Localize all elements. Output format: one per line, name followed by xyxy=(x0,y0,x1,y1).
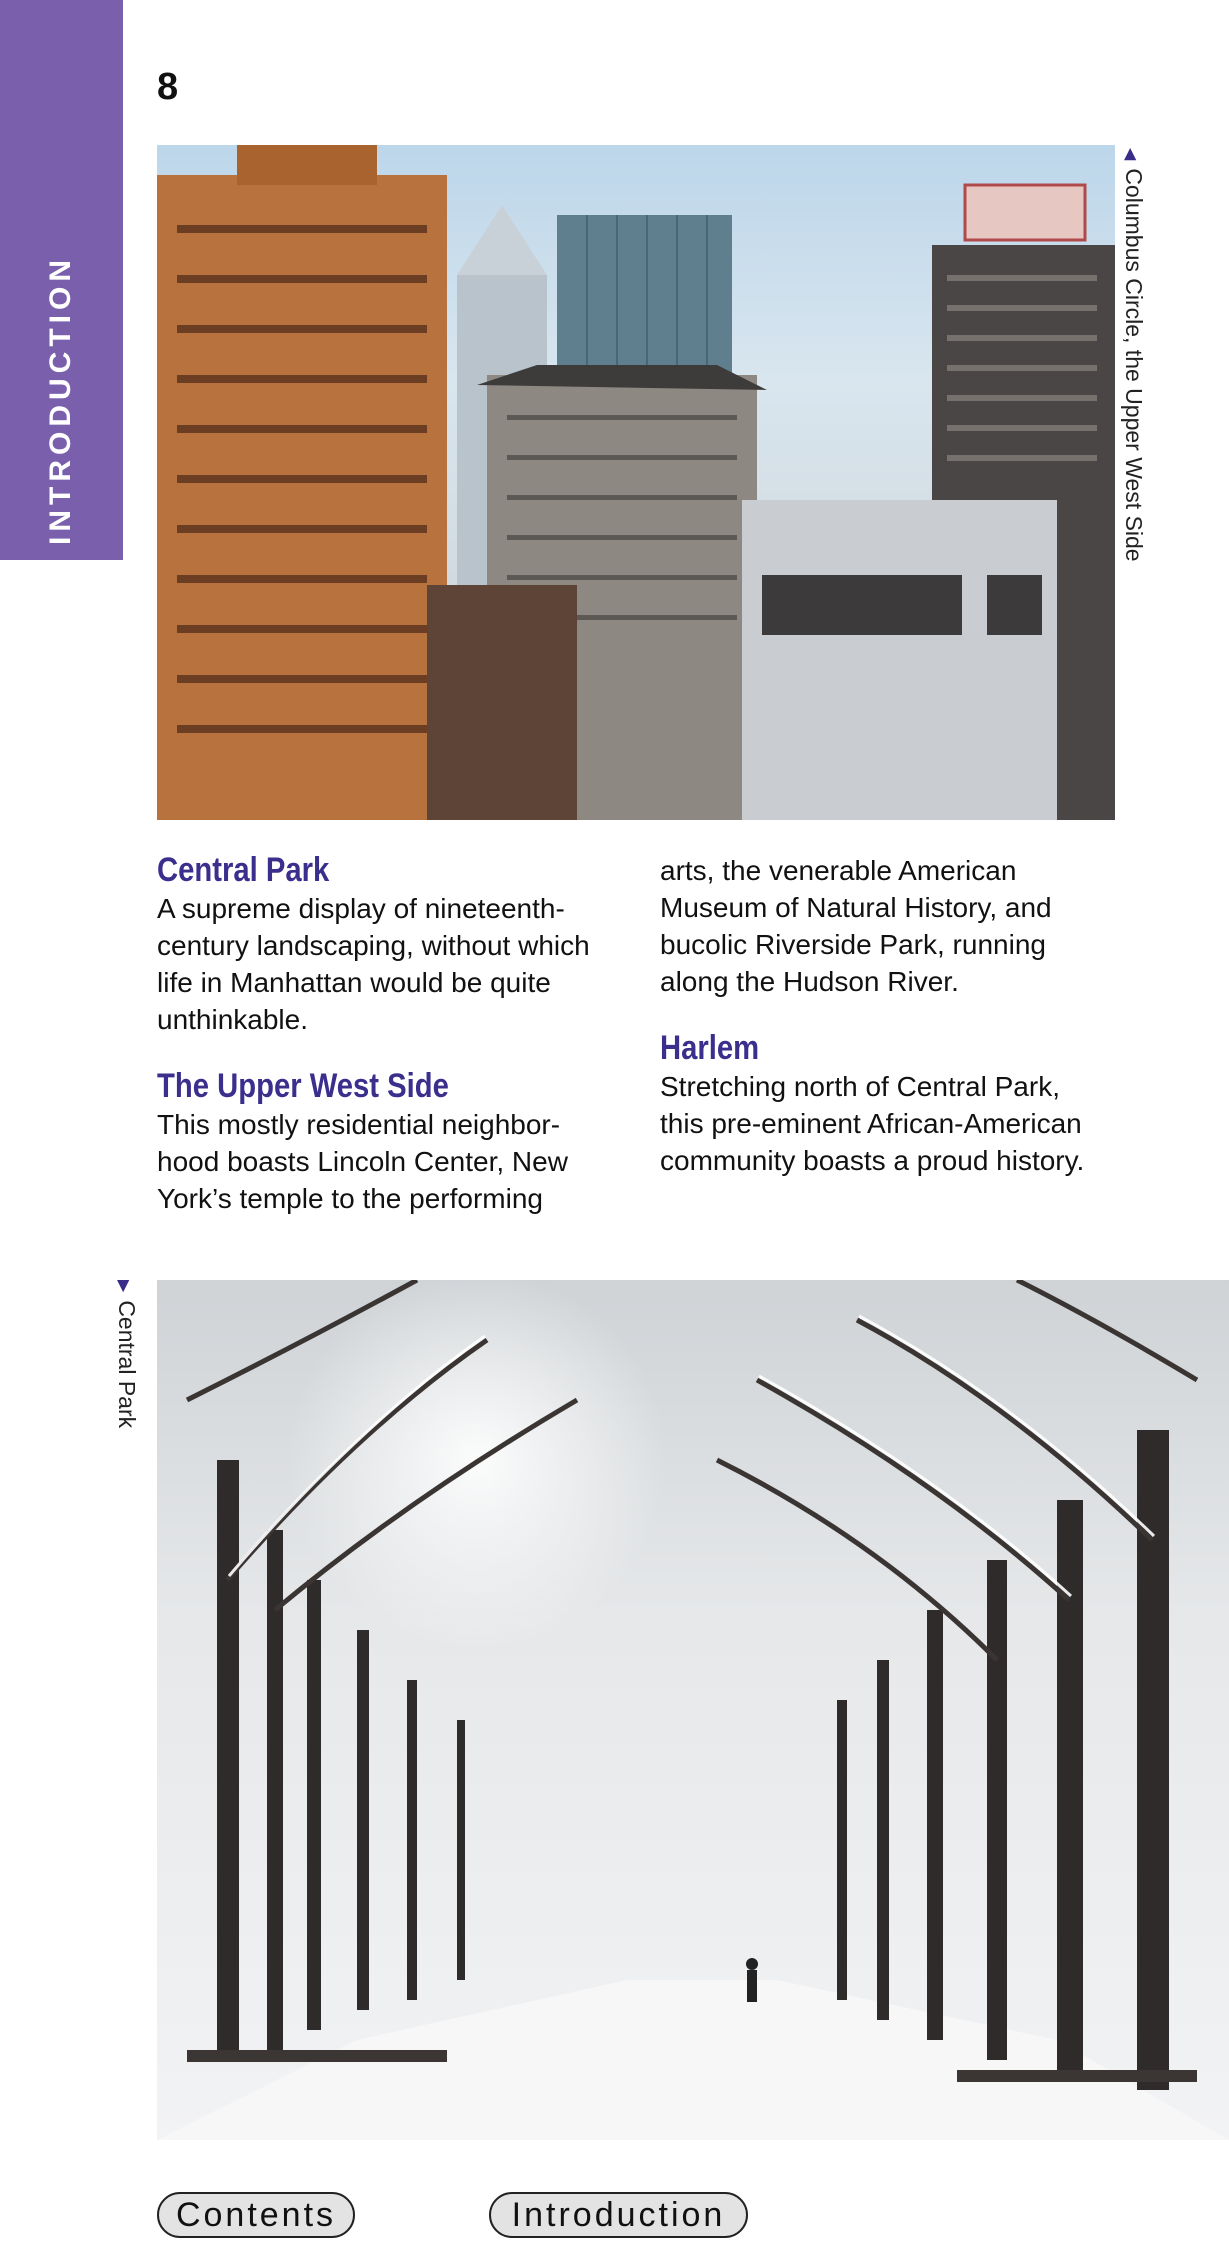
top-photo-caption xyxy=(1120,148,1147,562)
caption-marker-icon: ◀ xyxy=(1122,148,1139,161)
heading-upper-west-side: The Upper West Side xyxy=(157,1067,449,1105)
page-number: 8 xyxy=(157,66,179,108)
bottom-photo-caption xyxy=(113,1280,140,1428)
heading-central-park: Central Park xyxy=(157,851,330,889)
top-photo-caption-text: Columbus Circle, the Upper West Side xyxy=(1121,168,1147,562)
paragraph-central-park: A supreme display of nineteenth-century landscaping, without which life in Manhattan would be quite unthinkable. xyxy=(157,893,590,1035)
text-column-left xyxy=(157,850,607,1245)
paragraph-upper-west-side-part1: This mostly residential neighbor-hood boasts Lincoln Center, New York’s temple to the performing xyxy=(157,1109,568,1214)
central-park-snow-photo xyxy=(157,1280,1229,2140)
paragraph-upper-west-side-part2: arts, the venerable American Museum of Natural History, and bucolic Riverside Park, running along the Hudson River. xyxy=(660,855,1052,997)
paragraph-harlem: Stretching north of Central Park, this pre-eminent African-American community boasts a proud history. xyxy=(660,1071,1085,1176)
bottom-photo-caption-text: Central Park xyxy=(114,1300,140,1429)
section-tab-label: INTRODUCTION xyxy=(44,255,77,545)
introduction-button[interactable]: Introduction xyxy=(489,2192,748,2238)
text-column-right xyxy=(660,850,1110,1207)
caption-marker-icon: ▶ xyxy=(115,1280,132,1293)
section-side-tab xyxy=(0,0,123,560)
heading-harlem: Harlem xyxy=(660,1029,760,1067)
contents-button[interactable]: Contents xyxy=(157,2192,355,2238)
columbus-circle-photo xyxy=(157,145,1115,820)
